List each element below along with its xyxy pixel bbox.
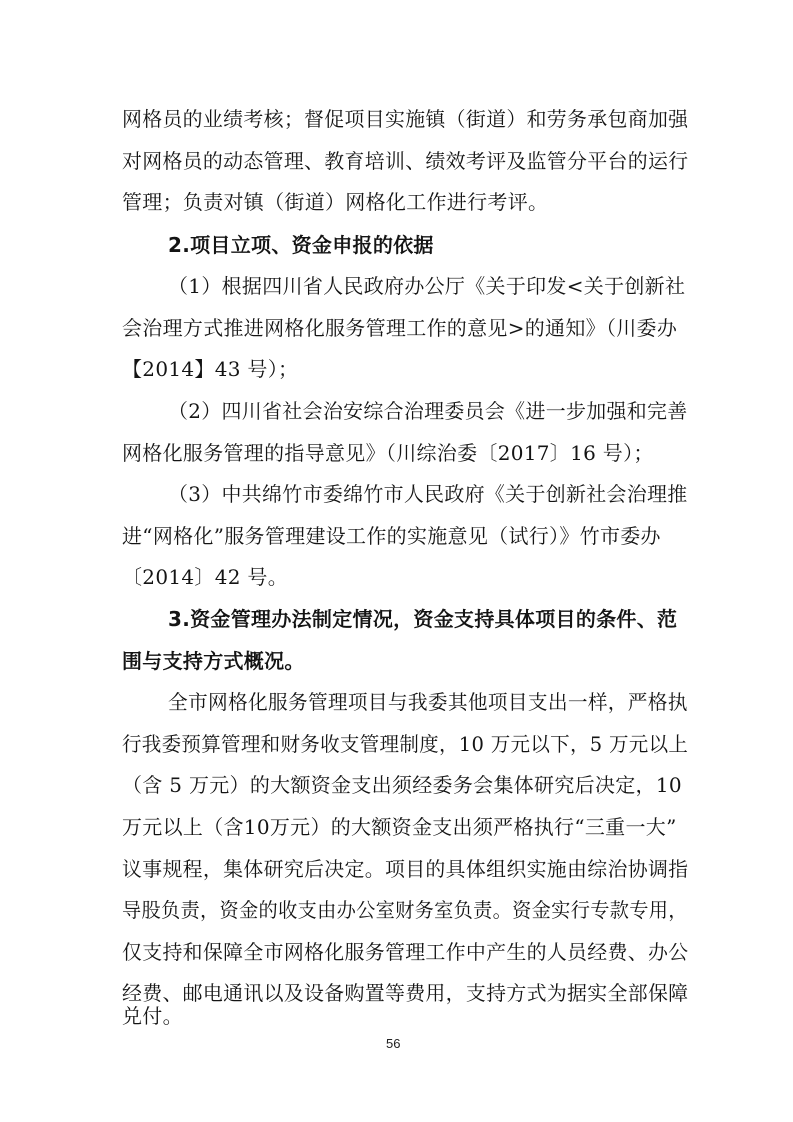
paragraph-line: 对网格员的动态管理、教育培训、绩效考评及监管分平台的运行 — [122, 149, 689, 173]
paragraph-line: 行我委预算管理和财务收支管理制度，10 万元以下，5 万元以上 — [122, 732, 689, 756]
section-heading: 2.项目立项、资金申报的依据 — [168, 233, 434, 257]
paragraph-line: 仅支持和保障全市网格化服务管理工作中产生的人员经费、办公 — [122, 940, 689, 964]
paragraph-line: 网格化服务管理的指导意见》（川综治委〔2017〕16 号）； — [122, 441, 654, 465]
paragraph-line: 网格员的业绩考核；督促项目实施镇（街道）和劳务承包商加强 — [122, 107, 689, 131]
paragraph-line: 兑付。 — [122, 1004, 183, 1028]
paragraph-line: 会治理方式推进网格化服务管理工作的意见>的通知》（川委办 — [122, 316, 678, 340]
page-number: 56 — [386, 1036, 401, 1051]
paragraph-line: 经费、邮电通讯以及设备购置等费用，支持方式为据实全部保障 — [122, 981, 689, 1005]
paragraph-line: （2）四川省社会治安综合治理委员会《进一步加强和完善 — [168, 399, 688, 423]
paragraph-line: 〔2014〕42 号。 — [122, 565, 289, 589]
section-heading: 围与支持方式概况。 — [122, 649, 305, 673]
paragraph-line: （3）中共绵竹市委绵竹市人民政府《关于创新社会治理推 — [168, 482, 688, 506]
paragraph-line: 导股负责，资金的收支由办公室财务室负责。资金实行专款专用， — [122, 898, 688, 922]
paragraph-line: 万元以上（含10万元）的大额资金支出须严格执行“三重一大” — [122, 815, 677, 839]
paragraph-line: 全市网格化服务管理项目与我委其他项目支出一样，严格执 — [168, 690, 688, 714]
paragraph-line: （含 5 万元）的大额资金支出须经委务会集体研究后决定，10 — [122, 773, 682, 797]
paragraph-line: 【2014】43 号）； — [122, 357, 299, 381]
paragraph-line: 议事规程，集体研究后决定。项目的具体组织实施由综治协调指 — [122, 857, 689, 881]
paragraph-line: 管理；负责对镇（街道）网格化工作进行考评。 — [122, 190, 549, 214]
paragraph-line: （1）根据四川省人民政府办公厅《关于印发<关于创新社 — [168, 274, 686, 298]
section-heading: 3.资金管理办法制定情况，资金支持具体项目的条件、范 — [168, 607, 678, 631]
paragraph-line: 进“网格化”服务管理建设工作的实施意见（试行）》竹市委办 — [122, 524, 661, 548]
